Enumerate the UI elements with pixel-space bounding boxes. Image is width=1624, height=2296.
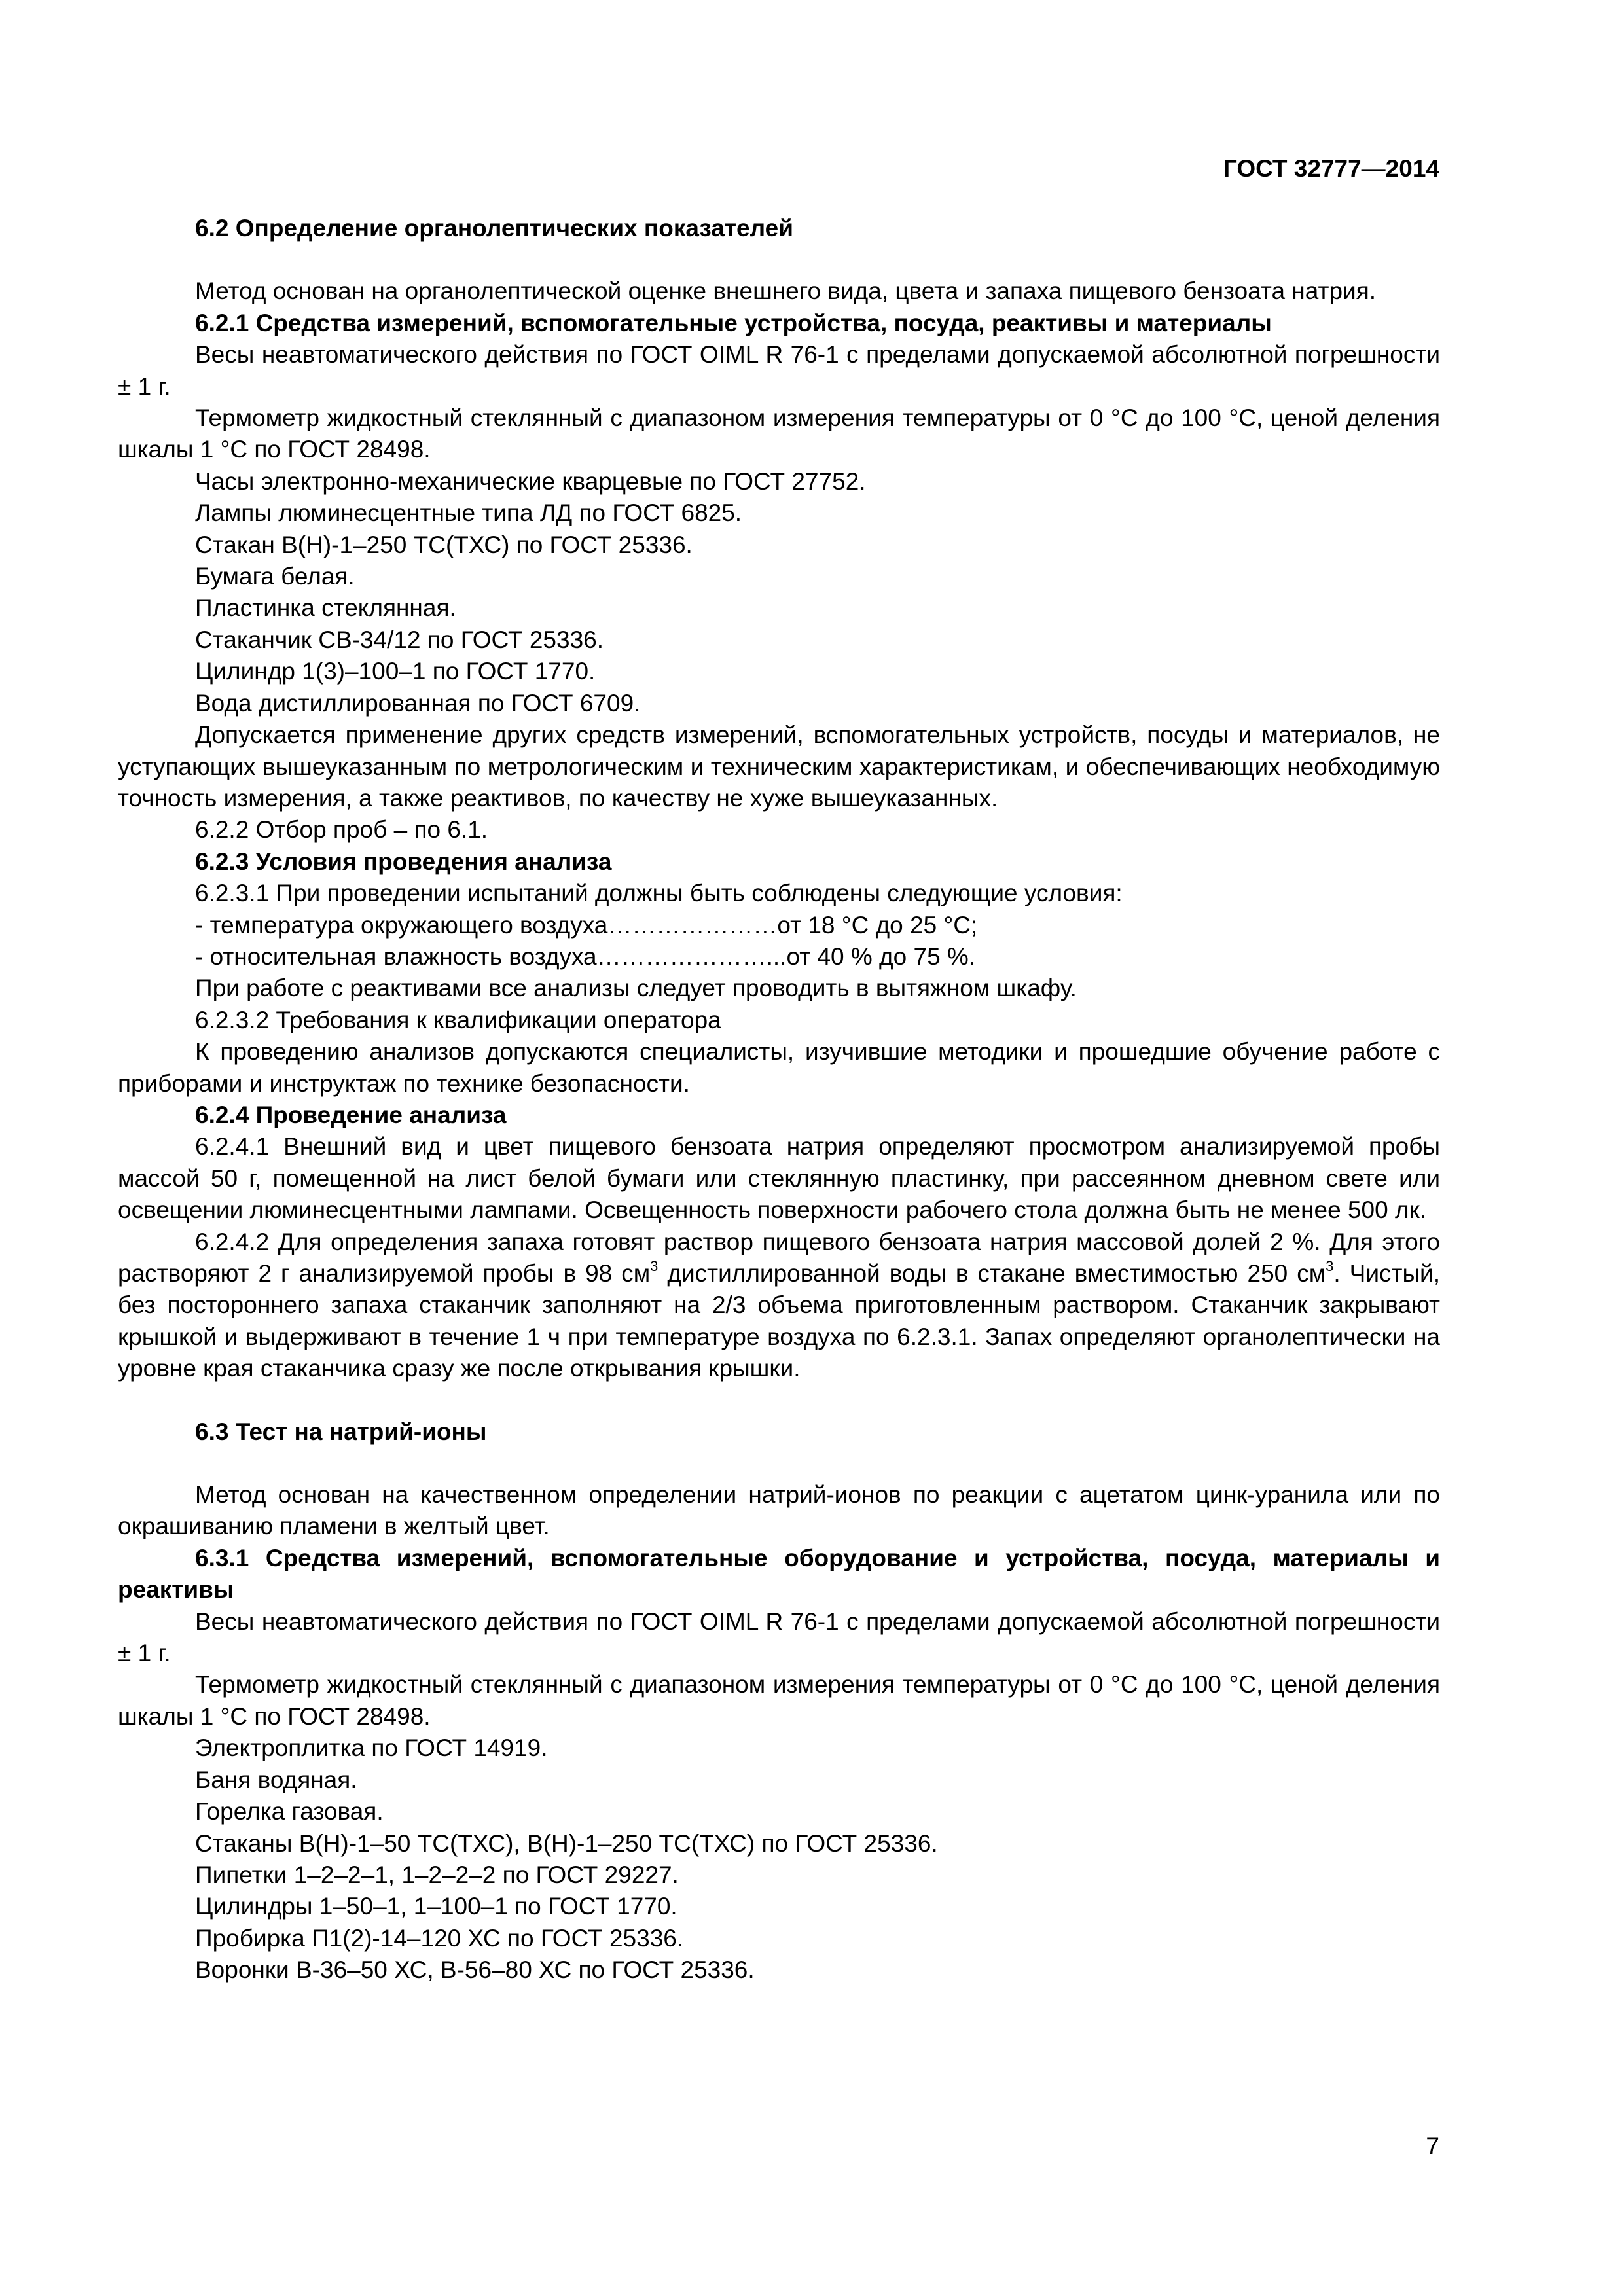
list-item: Цилиндры 1–50–1, 1–100–1 по ГОСТ 1770. — [195, 1893, 677, 1920]
text-run: 6.2.4.2 Для определения запаха готовят раствор пищевого бензоата натрия массовой долей 2 %. Для этого растворяют 2 г анализируемой пробы в 98 см — [118, 1228, 1440, 1287]
page-number: 7 — [1426, 2132, 1439, 2159]
paragraph-6-2-4-2 — [118, 1227, 1440, 1385]
section-title-6-2-1: 6.2.1 Средства измерений, вспомогательные устройства, посуда, реактивы и материалы — [195, 309, 1272, 336]
list-item: Лампы люминесцентные типа ЛД по ГОСТ 6825. — [195, 499, 742, 527]
section-title-6-2-3: 6.2.3 Условия проведения анализа — [195, 848, 612, 875]
condition-temperature: - температура окружающего воздуха…………………от 18 °С до 25 °С; — [195, 911, 978, 939]
document-body — [118, 213, 1440, 1986]
paragraph: Метод основан на органолептической оценке внешнего вида, цвета и запаха пищевого бензоата натрия. — [195, 278, 1377, 305]
list-item: Вода дистиллированная по ГОСТ 6709. — [195, 689, 641, 717]
paragraph: Допускается применение других средств измерений, вспомогательных устройств, посуды и материалов, не уступающих вышеуказанным по метрологическим и техническим характеристикам, и обеспечивающих необходимую точность измерения, а также реактивов, по качеству не хуже вышеуказанных. — [118, 721, 1440, 812]
list-item: Часы электронно-механические кварцевые по ГОСТ 27752. — [195, 467, 866, 495]
list-item: Весы неавтоматического действия по ГОСТ OIML R 76-1 с пределами допускаемой абсолютной погрешности ± 1 г. — [118, 1607, 1440, 1667]
list-item: Стакан В(Н)-1–250 ТС(ТХС) по ГОСТ 25336. — [195, 531, 693, 558]
paragraph: 6.2.3.2 Требования к квалификации оператора — [195, 1006, 721, 1033]
text-run: дистиллированной воды в стакане вместимостью 250 см — [658, 1260, 1326, 1287]
condition-humidity: - относительная влажность воздуха…………………...от 40 % до 75 %. — [195, 942, 976, 970]
document-id: ГОСТ 32777—2014 — [1223, 155, 1439, 182]
paragraph: К проведению анализов допускаются специалисты, изучившие методики и прошедшие обучение работе с приборами и инструктаж по технике безопасности. — [118, 1038, 1440, 1097]
section-title-6-3-1: 6.3.1 Средства измерений, вспомогательные оборудование и устройства, посуда, материалы и реактивы — [118, 1544, 1440, 1604]
list-item: Горелка газовая. — [195, 1798, 384, 1825]
list-item: Весы неавтоматического действия по ГОСТ OIML R 76-1 с пределами допускаемой абсолютной погрешности ± 1 г. — [118, 341, 1440, 400]
list-item: Термометр жидкостный стеклянный с диапазоном измерения температуры от 0 °С до 100 °С, ценой деления шкалы 1 °С по ГОСТ 28498. — [118, 404, 1440, 463]
superscript: 3 — [650, 1258, 659, 1274]
list-item: Стаканы В(Н)-1–50 ТС(ТХС), В(Н)-1–250 ТС(ТХС) по ГОСТ 25336. — [195, 1829, 938, 1857]
paragraph: При работе с реактивами все анализы следует проводить в вытяжном шкафу. — [195, 975, 1077, 1002]
section-title-6-2: 6.2 Определение органолептических показателей — [195, 215, 793, 242]
paragraph: 6.2.4.1 Внешний вид и цвет пищевого бензоата натрия определяют просмотром анализируемой пробы массой 50 г, помещенной на лист белой бумаги или стеклянную пластинку, при рассеянном дневном свете или освещении люминесцентными лампами. Освещенность поверхности рабочего стола должна быть не менее 500 лк. — [118, 1133, 1440, 1224]
paragraph: 6.2.2 Отбор проб – по 6.1. — [195, 816, 488, 844]
section-title-6-3: 6.3 Тест на натрий-ионы — [195, 1418, 487, 1445]
text-run: . Чистый, без постороннего запаха стаканчик заполняют на 2/3 объема приготовленным раствором. Стаканчик закрывают крышкой и выдерживают в течение 1 ч при температуре воздуха по 6.2.3.1. Запах определяют органолептически на уровне края стаканчика сразу же после открывания крышки. — [118, 1260, 1440, 1382]
list-item: Пробирка П1(2)-14–120 ХС по ГОСТ 25336. — [195, 1924, 684, 1952]
list-item: Пипетки 1–2–2–1, 1–2–2–2 по ГОСТ 29227. — [195, 1861, 679, 1888]
list-item: Пластинка стеклянная. — [195, 594, 456, 622]
list-item: Бумага белая. — [195, 563, 355, 590]
section-title-6-2-4: 6.2.4 Проведение анализа — [195, 1101, 507, 1128]
list-item: Термометр жидкостный стеклянный с диапазоном измерения температуры от 0 °С до 100 °С, ценой деления шкалы 1 °С по ГОСТ 28498. — [118, 1671, 1440, 1730]
paragraph: Метод основан на качественном определении натрий-ионов по реакции с ацетатом цинк-уранила или по окрашиванию пламени в желтый цвет. — [118, 1481, 1440, 1540]
list-item: Стаканчик СВ-34/12 по ГОСТ 25336. — [195, 626, 604, 653]
list-item: Воронки В-36–50 ХС, В-56–80 ХС по ГОСТ 25336. — [195, 1956, 755, 1984]
superscript: 3 — [1326, 1258, 1334, 1274]
list-item: Электроплитка по ГОСТ 14919. — [195, 1734, 548, 1762]
list-item: Баня водяная. — [195, 1766, 357, 1793]
paragraph: 6.2.3.1 При проведении испытаний должны быть соблюдены следующие условия: — [195, 880, 1123, 907]
list-item: Цилиндр 1(3)–100–1 по ГОСТ 1770. — [195, 658, 596, 685]
